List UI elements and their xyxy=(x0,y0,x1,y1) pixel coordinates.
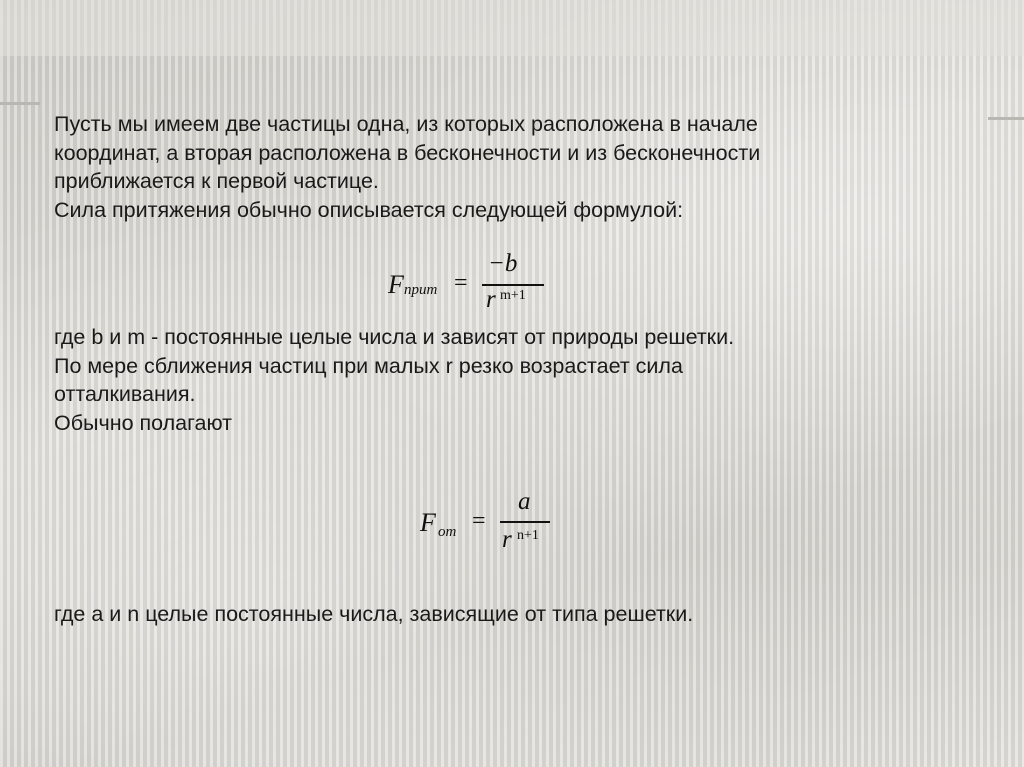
top-band xyxy=(0,0,1024,56)
formula-denominator-base: r xyxy=(502,526,512,553)
text-line: Пусть мы имеем две частицы одна, из которых расположена в начале xyxy=(54,112,758,136)
formula-subscript: прит xyxy=(404,282,438,298)
formula-exponent: m+1 xyxy=(500,288,526,303)
formula-exponent: n+1 xyxy=(517,528,539,543)
formula-F: F xyxy=(388,270,404,299)
text-line: Обычно полагают xyxy=(54,410,232,435)
formula-numerator: −b xyxy=(488,250,518,277)
left-accent-line xyxy=(0,102,40,105)
formula-denominator-base: r xyxy=(486,286,496,313)
text-line: Сила притяжения обычно описывается следующей формулой: xyxy=(54,197,684,222)
text-line: где b и m - постоянные целые числа и зависят от природы решетки. xyxy=(54,325,735,349)
conclusion-paragraph xyxy=(54,600,693,629)
formula-subscript: от xyxy=(438,524,457,540)
explanation-paragraph xyxy=(54,323,734,437)
attraction-force-formula xyxy=(388,248,548,318)
intro-paragraph xyxy=(54,110,760,224)
text-line: По мере сближения частиц при малых r резко возрастает сила xyxy=(54,353,683,378)
right-accent-line xyxy=(988,117,1024,120)
formula-F: F xyxy=(420,508,436,537)
fraction-bar xyxy=(500,521,550,523)
repulsion-force-formula xyxy=(420,486,570,562)
text-line: отталкивания. xyxy=(54,382,196,406)
text-line: координат, а вторая расположена в бесконечности и из бесконечности xyxy=(54,140,761,165)
formula-equals: = xyxy=(454,270,468,296)
text-line: где a и n целые постоянные числа, зависящие от типа решетки. xyxy=(54,602,694,626)
text-line: приближается к первой частице. xyxy=(54,169,379,193)
formula-numerator: a xyxy=(518,488,531,515)
formula-equals: = xyxy=(472,508,486,534)
